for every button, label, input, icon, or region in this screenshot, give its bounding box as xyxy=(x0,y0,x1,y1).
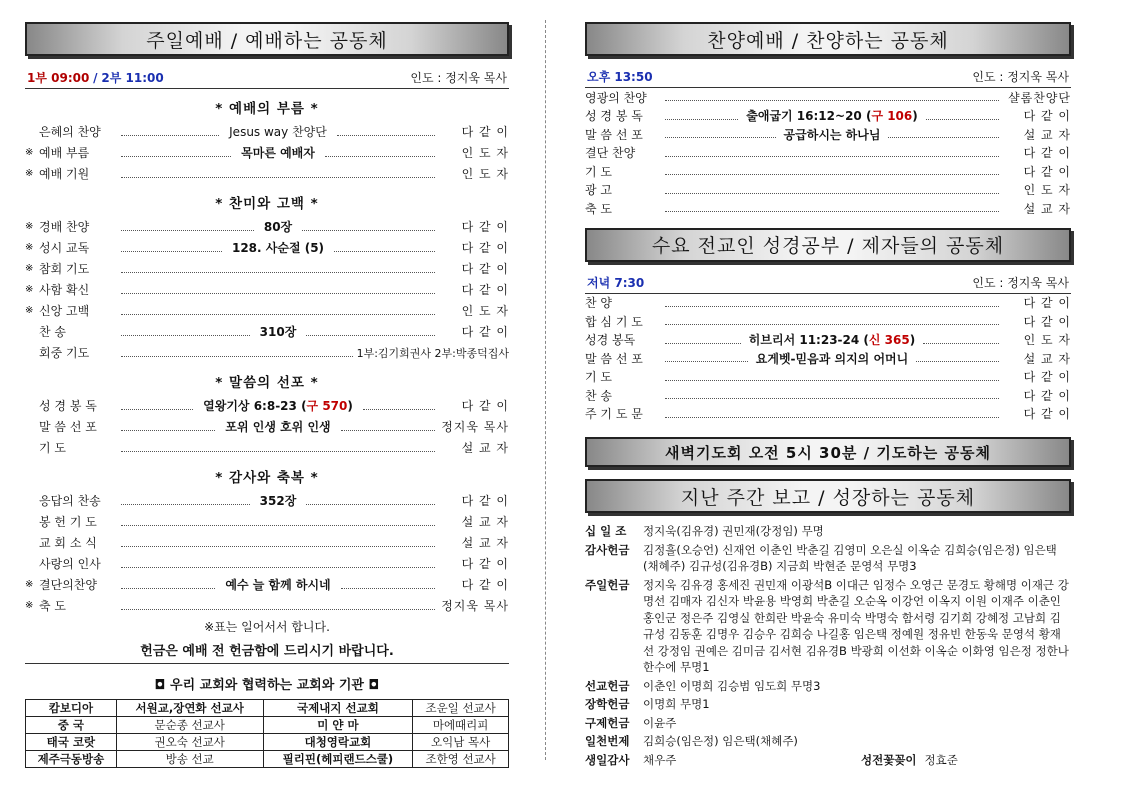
praise-order xyxy=(585,88,1071,218)
wednesday-study-banner xyxy=(585,228,1071,262)
dot-leader xyxy=(325,148,435,157)
partner-row xyxy=(26,700,509,717)
dot-leader xyxy=(121,401,193,410)
praise-time-line xyxy=(585,68,1071,88)
order-row xyxy=(585,144,1071,163)
order-row xyxy=(585,199,1071,218)
banner-title: 수요 전교인 성경공부 / 제자들의 공동체 xyxy=(651,235,1005,257)
dot-leader xyxy=(121,222,254,231)
dot-leader xyxy=(121,496,250,505)
partner-cell: 캄보디아 xyxy=(26,700,117,717)
leader-label: 인도 : 정지욱 목사 xyxy=(972,275,1069,290)
dot-leader xyxy=(665,186,999,194)
liturgy-leader: 다 같 이 xyxy=(461,125,509,139)
second-service-time: 2부 11:00 xyxy=(101,71,164,85)
stand-mark: ※ xyxy=(25,284,34,295)
close-paren: ) xyxy=(909,333,916,348)
dot-leader xyxy=(665,299,999,307)
order-row xyxy=(585,181,1071,200)
order-item: 찬 양 xyxy=(585,296,612,311)
order-item: 광 고 xyxy=(585,183,612,198)
report-row xyxy=(585,523,1071,540)
liturgy-row xyxy=(25,437,509,458)
report-row xyxy=(585,715,1071,732)
left-column xyxy=(25,22,509,768)
report-key: 선교헌금 xyxy=(585,678,630,693)
partner-cell: 대청영락교회 xyxy=(263,734,413,751)
report-value: 이춘인 이명희 김승범 임도희 무명3 xyxy=(643,678,821,693)
order-row xyxy=(585,386,1071,405)
dot-leader xyxy=(306,496,435,505)
dot-leader xyxy=(334,243,435,252)
liturgy-row xyxy=(25,342,509,363)
liturgy-leader: 1부:김기희권사 2부:박종덕집사 xyxy=(356,346,509,360)
liturgy-item: 예배 기원 xyxy=(39,167,90,181)
section-title: * 찬미와 고백 * xyxy=(215,196,319,212)
dot-leader xyxy=(665,410,999,418)
liturgy-row xyxy=(25,300,509,321)
order-row xyxy=(585,125,1071,144)
partner-cell: 필리핀(헤피랜드스쿨) xyxy=(263,751,413,768)
order-item: 성 경 봉 독 xyxy=(585,109,643,124)
dot-leader xyxy=(121,580,215,589)
dot-leader xyxy=(665,373,999,381)
dot-leader xyxy=(665,317,999,325)
report-key: 일천번제 xyxy=(585,734,630,748)
liturgy-item: 성시 교독 xyxy=(39,241,90,255)
report-value: 김정흘(오승언) 신재언 이춘인 박춘길 김영미 오은실 이옥순 김희승(임은정) 임은택(채혜주) 김규성(김유경B) 지금희 박현준 문영석 무명3 xyxy=(643,542,1057,573)
order-row xyxy=(585,349,1071,368)
liturgy-leader: 인 도 자 xyxy=(461,167,509,181)
liturgy-content: 열왕기상 6:8-23 (구 570) xyxy=(203,399,353,413)
dawn-prayer-banner xyxy=(585,437,1071,467)
liturgy-row xyxy=(25,595,509,616)
sunday-worship-banner xyxy=(25,22,509,56)
report-row xyxy=(585,542,1071,575)
liturgy-content: 목마른 예배자 xyxy=(241,146,315,160)
liturgy-row xyxy=(25,416,509,437)
liturgy-item: 신앙 고백 xyxy=(39,304,90,318)
liturgy-content: 310장 xyxy=(259,325,297,339)
liturgy-item: 경배 찬양 xyxy=(39,220,90,234)
stand-mark: ※ xyxy=(25,242,34,253)
dot-leader xyxy=(926,112,999,120)
dot-leader xyxy=(121,538,435,547)
partners-title: ◘ 우리 교회와 협력하는 교회와 기관 ◘ xyxy=(154,678,380,693)
dot-leader xyxy=(121,517,435,526)
hymn-ref: 구 106 xyxy=(871,109,913,124)
order-leader: 다 같 이 xyxy=(1023,109,1072,124)
leader-label: 인도 : 정지욱 목사 xyxy=(410,71,507,85)
order-content xyxy=(780,126,885,143)
liturgy-item: 축 도 xyxy=(39,599,66,613)
partner-cell: 권오숙 선교사 xyxy=(116,734,263,751)
order-item: 합 심 기 도 xyxy=(585,314,643,329)
liturgy-content: 80장 xyxy=(263,220,293,234)
order-row xyxy=(585,331,1071,350)
order-row xyxy=(585,405,1071,424)
dot-leader xyxy=(302,222,435,231)
report-value: 정지욱(김유경) 권민재(강정임) 무명 xyxy=(643,524,824,538)
report-key: 구제헌금 xyxy=(585,715,630,730)
liturgy-row xyxy=(25,321,509,342)
report-key: 주일헌금 xyxy=(585,577,630,592)
order-content xyxy=(745,331,919,348)
stand-mark: ※ xyxy=(25,579,34,590)
order-content xyxy=(752,350,912,367)
first-service-time: 1부 09:00 xyxy=(27,71,90,85)
praise-worship-banner xyxy=(585,22,1071,56)
order-leader: 인 도 자 xyxy=(1023,183,1071,198)
liturgy-content: 포위 인생 호위 인생 xyxy=(225,420,331,434)
standing-note: ※표는 일어서서 합니다. xyxy=(204,620,330,634)
liturgy-sections xyxy=(25,97,509,616)
weekly-report-banner xyxy=(585,479,1071,513)
liturgy-content: Jesus way 찬양단 xyxy=(229,125,327,139)
dot-leader xyxy=(121,243,222,252)
order-row xyxy=(585,162,1071,181)
close-paren: ) xyxy=(912,109,918,124)
report-key: 장학헌금 xyxy=(585,697,630,711)
order-item: 말 씀 선 포 xyxy=(585,127,643,142)
liturgy-item: 예배 부름 xyxy=(39,146,90,160)
banner-title: 주일예배 / 예배하는 공동체 xyxy=(146,29,388,52)
offering-notice: 헌금은 예배 전 헌금함에 드리시기 바랍니다. xyxy=(25,640,509,664)
partner-row xyxy=(26,734,509,751)
dot-leader xyxy=(121,169,435,178)
order-item: 찬 송 xyxy=(585,388,612,403)
report-row xyxy=(585,678,1071,695)
partner-row xyxy=(26,717,509,734)
order-leader: 다 같 이 xyxy=(1023,388,1071,403)
dot-leader xyxy=(923,336,999,344)
liturgy-item: 은혜의 찬양 xyxy=(39,125,101,139)
order-row xyxy=(585,107,1071,126)
liturgy-leader: 다 같 이 xyxy=(461,557,509,571)
liturgy-leader: 정지욱 목사 xyxy=(441,420,509,434)
service-time-line xyxy=(25,69,509,89)
partner-cell: 미 얀 마 xyxy=(263,717,413,734)
liturgy-leader: 인 도 자 xyxy=(461,146,510,160)
liturgy-leader: 다 같 이 xyxy=(461,399,510,413)
report-key: 감사헌금 xyxy=(585,542,630,557)
liturgy-row xyxy=(25,553,509,574)
order-content-text: 요게벳-믿음과 의지의 어머니 xyxy=(755,351,909,366)
partners-table xyxy=(25,699,509,768)
partner-cell: 태국 코랏 xyxy=(26,734,117,751)
dot-leader xyxy=(121,148,231,157)
wednesday-time-line xyxy=(585,274,1071,294)
report-row xyxy=(585,696,1071,713)
liturgy-leader: 정지욱 목사 xyxy=(441,599,509,613)
wednesday-time: 저녁 7:30 xyxy=(587,275,645,290)
liturgy-leader: 다 같 이 xyxy=(461,220,510,234)
liturgy-row xyxy=(25,163,509,184)
partner-cell: 중 국 xyxy=(26,717,117,734)
liturgy-leader: 다 같 이 xyxy=(461,241,509,255)
service-times xyxy=(27,69,164,86)
report-row-birthday xyxy=(585,752,1071,769)
liturgy-item: 사랑의 인사 xyxy=(39,557,101,571)
order-leader: 다 같 이 xyxy=(1023,407,1071,422)
stand-mark: ※ xyxy=(25,305,34,316)
liturgy-content: 352장 xyxy=(259,494,297,508)
stand-mark: ※ xyxy=(25,263,34,274)
liturgy-row xyxy=(25,237,509,258)
liturgy-row xyxy=(25,574,509,595)
dot-leader xyxy=(665,149,999,157)
dot-leader xyxy=(121,422,215,431)
order-leader: 다 같 이 xyxy=(1023,164,1071,179)
order-content xyxy=(742,107,921,124)
dot-leader xyxy=(665,130,776,138)
report-value: 정지욱 김유경 홍세진 권민재 이광석B 이대근 임정수 오영근 문경도 황해명 이재근 강명선 김매자 김신자 박윤용 박영희 박춘길 오순옥 이강언 이옥지 이원 이재주 이춘인 홍인군 정은주 김영실 한희란 박윤숙 유미숙 박명숙 함서령 김기희 강혜정 고남희 김규성 김동훈 김명우 김승우 김희승 나길홍 임은택 정예원 정유빈 한동욱 문영석 황재선 강정임 권예은 김미금 김서현 김유경B 박광희 이선화 이옥순 이화영 임은정 정한나 한수에 무명1 xyxy=(643,577,1069,674)
dot-leader xyxy=(337,127,435,136)
order-item: 영광의 찬양 xyxy=(585,90,647,105)
dot-leader xyxy=(341,422,435,431)
order-leader: 설 교 자 xyxy=(1023,127,1072,142)
order-item: 주 기 도 문 xyxy=(585,407,643,422)
liturgy-leader: 다 같 이 xyxy=(461,283,509,297)
report-value: 채우주 xyxy=(643,752,677,767)
dot-leader xyxy=(121,327,250,336)
liturgy-item: 응답의 찬송 xyxy=(39,494,101,508)
liturgy-row xyxy=(25,395,509,416)
liturgy-row xyxy=(25,511,509,532)
order-leader: 인 도 자 xyxy=(1023,333,1071,348)
order-item: 결단 찬양 xyxy=(585,146,636,161)
dot-leader xyxy=(121,306,435,315)
order-content-text: 히브리서 11:23-24 ( xyxy=(748,333,869,348)
dot-leader xyxy=(121,264,435,273)
order-leader: 다 같 이 xyxy=(1023,296,1071,311)
order-content-text: 공급하시는 하나님 xyxy=(783,127,881,142)
order-row xyxy=(585,294,1071,313)
dot-leader xyxy=(665,354,748,362)
dot-leader xyxy=(665,167,999,175)
partner-cell: 제주극동방송 xyxy=(26,751,117,768)
liturgy-item: 성 경 봉 독 xyxy=(39,399,97,413)
liturgy-content: 예수 늘 함께 하시네 xyxy=(225,578,331,592)
leader-label: 인도 : 정지욱 목사 xyxy=(972,70,1069,84)
stand-mark: ※ xyxy=(25,221,34,232)
liturgy-item: 기 도 xyxy=(39,441,66,455)
liturgy-leader: 다 같 이 xyxy=(461,578,509,592)
dot-leader xyxy=(665,391,999,399)
partner-cell: 방송 선교 xyxy=(116,751,263,768)
liturgy-item: 찬 송 xyxy=(39,325,66,339)
liturgy-row xyxy=(25,142,509,163)
order-item: 기 도 xyxy=(585,164,612,179)
liturgy-row xyxy=(25,216,509,237)
liturgy-leader: 설 교 자 xyxy=(461,536,509,550)
section-title: * 말씀의 선포 * xyxy=(215,375,319,391)
liturgy-leader: 설 교 자 xyxy=(461,515,509,529)
order-row xyxy=(585,312,1071,331)
page-fold-divider xyxy=(545,20,546,760)
wednesday-order xyxy=(585,294,1071,424)
right-column xyxy=(585,22,1071,768)
liturgy-item: 사함 확신 xyxy=(39,283,90,297)
report-key: 생일감사 xyxy=(585,752,630,767)
order-leader: 샬롬찬양단 xyxy=(1008,90,1071,105)
report-value: 이윤주 xyxy=(643,715,677,730)
liturgy-leader: 다 같 이 xyxy=(461,494,509,508)
liturgy-item: 회중 기도 xyxy=(39,346,90,360)
dot-leader xyxy=(121,559,435,568)
liturgy-row xyxy=(25,490,509,511)
liturgy-item: 결단의찬양 xyxy=(39,578,97,592)
dot-leader xyxy=(121,601,435,610)
liturgy-row xyxy=(25,258,509,279)
offering-report xyxy=(585,523,1071,768)
order-row xyxy=(585,88,1071,107)
dot-leader xyxy=(916,354,999,362)
section-title: * 감사와 축복 * xyxy=(215,470,319,486)
order-item: 말 씀 선 포 xyxy=(585,351,643,366)
order-item: 축 도 xyxy=(585,201,612,216)
section-title: * 예배의 부름 * xyxy=(215,101,319,117)
liturgy-item: 말 씀 선 포 xyxy=(39,420,97,434)
report-value: 이명희 무명1 xyxy=(643,697,710,711)
stand-mark: ※ xyxy=(25,168,34,179)
partner-cell: 조운일 선교사 xyxy=(413,700,509,717)
partner-cell: 마에때리피 xyxy=(413,717,509,734)
flower-key: 성전꽃꽂이 xyxy=(861,752,917,767)
dot-leader xyxy=(306,327,435,336)
report-row xyxy=(585,733,1071,750)
dot-leader xyxy=(363,401,435,410)
partner-cell: 문순종 선교사 xyxy=(116,717,263,734)
liturgy-row xyxy=(25,121,509,142)
order-leader: 다 같 이 xyxy=(1023,370,1071,385)
dot-leader xyxy=(121,285,435,294)
liturgy-row xyxy=(25,532,509,553)
liturgy-item: 참회 기도 xyxy=(39,262,90,276)
partner-row xyxy=(26,751,509,768)
flower-value: 정효준 xyxy=(924,752,958,767)
liturgy-leader: 다 같 이 xyxy=(461,262,509,276)
order-item: 성경 봉독 xyxy=(585,333,636,348)
report-row xyxy=(585,577,1071,676)
dot-leader xyxy=(121,443,435,452)
dot-leader xyxy=(665,112,738,120)
order-leader: 다 같 이 xyxy=(1023,314,1071,329)
order-row xyxy=(585,368,1071,387)
hymn-ref: 신 365 xyxy=(868,333,910,348)
partner-cell: 오익남 목사 xyxy=(413,734,509,751)
dot-leader xyxy=(121,348,353,357)
dot-leader xyxy=(121,127,219,136)
partner-cell: 조한영 선교사 xyxy=(413,751,509,768)
liturgy-row xyxy=(25,279,509,300)
time-separator: / xyxy=(93,71,98,85)
praise-time: 오후 13:50 xyxy=(587,70,653,84)
dot-leader xyxy=(888,130,999,138)
order-leader: 설 교 자 xyxy=(1023,351,1072,366)
partner-cell: 국제내지 선교회 xyxy=(263,700,413,717)
liturgy-item: 봉 헌 기 도 xyxy=(39,515,97,529)
liturgy-leader: 인 도 자 xyxy=(461,304,509,318)
order-leader: 다 같 이 xyxy=(1023,146,1071,161)
banner-title: 찬양예배 / 찬양하는 공동체 xyxy=(707,29,949,52)
report-value: 김희승(임은정) 임은택(채혜주) xyxy=(643,734,798,748)
banner-title: 지난 주간 보고 / 성장하는 공동체 xyxy=(680,486,976,509)
order-content-text: 출애굽기 16:12~20 ( xyxy=(746,109,872,124)
liturgy-item: 교 회 소 식 xyxy=(39,536,97,550)
order-item: 기 도 xyxy=(585,370,612,385)
liturgy-leader: 설 교 자 xyxy=(461,441,509,455)
dot-leader xyxy=(341,580,435,589)
liturgy-leader: 다 같 이 xyxy=(461,325,509,339)
dot-leader xyxy=(665,93,999,101)
partner-cell: 서원교,장연화 선교사 xyxy=(116,700,263,717)
stand-mark: ※ xyxy=(25,147,34,158)
stand-mark: ※ xyxy=(25,600,34,611)
banner-title: 새벽기도회 오전 5시 30분 / 기도하는 공동체 xyxy=(665,443,991,462)
dot-leader xyxy=(665,204,999,212)
order-leader: 설 교 자 xyxy=(1023,201,1071,216)
dot-leader xyxy=(665,336,741,344)
liturgy-content: 128. 사순절 (5) xyxy=(231,241,325,255)
report-key: 십 일 조 xyxy=(585,524,627,538)
